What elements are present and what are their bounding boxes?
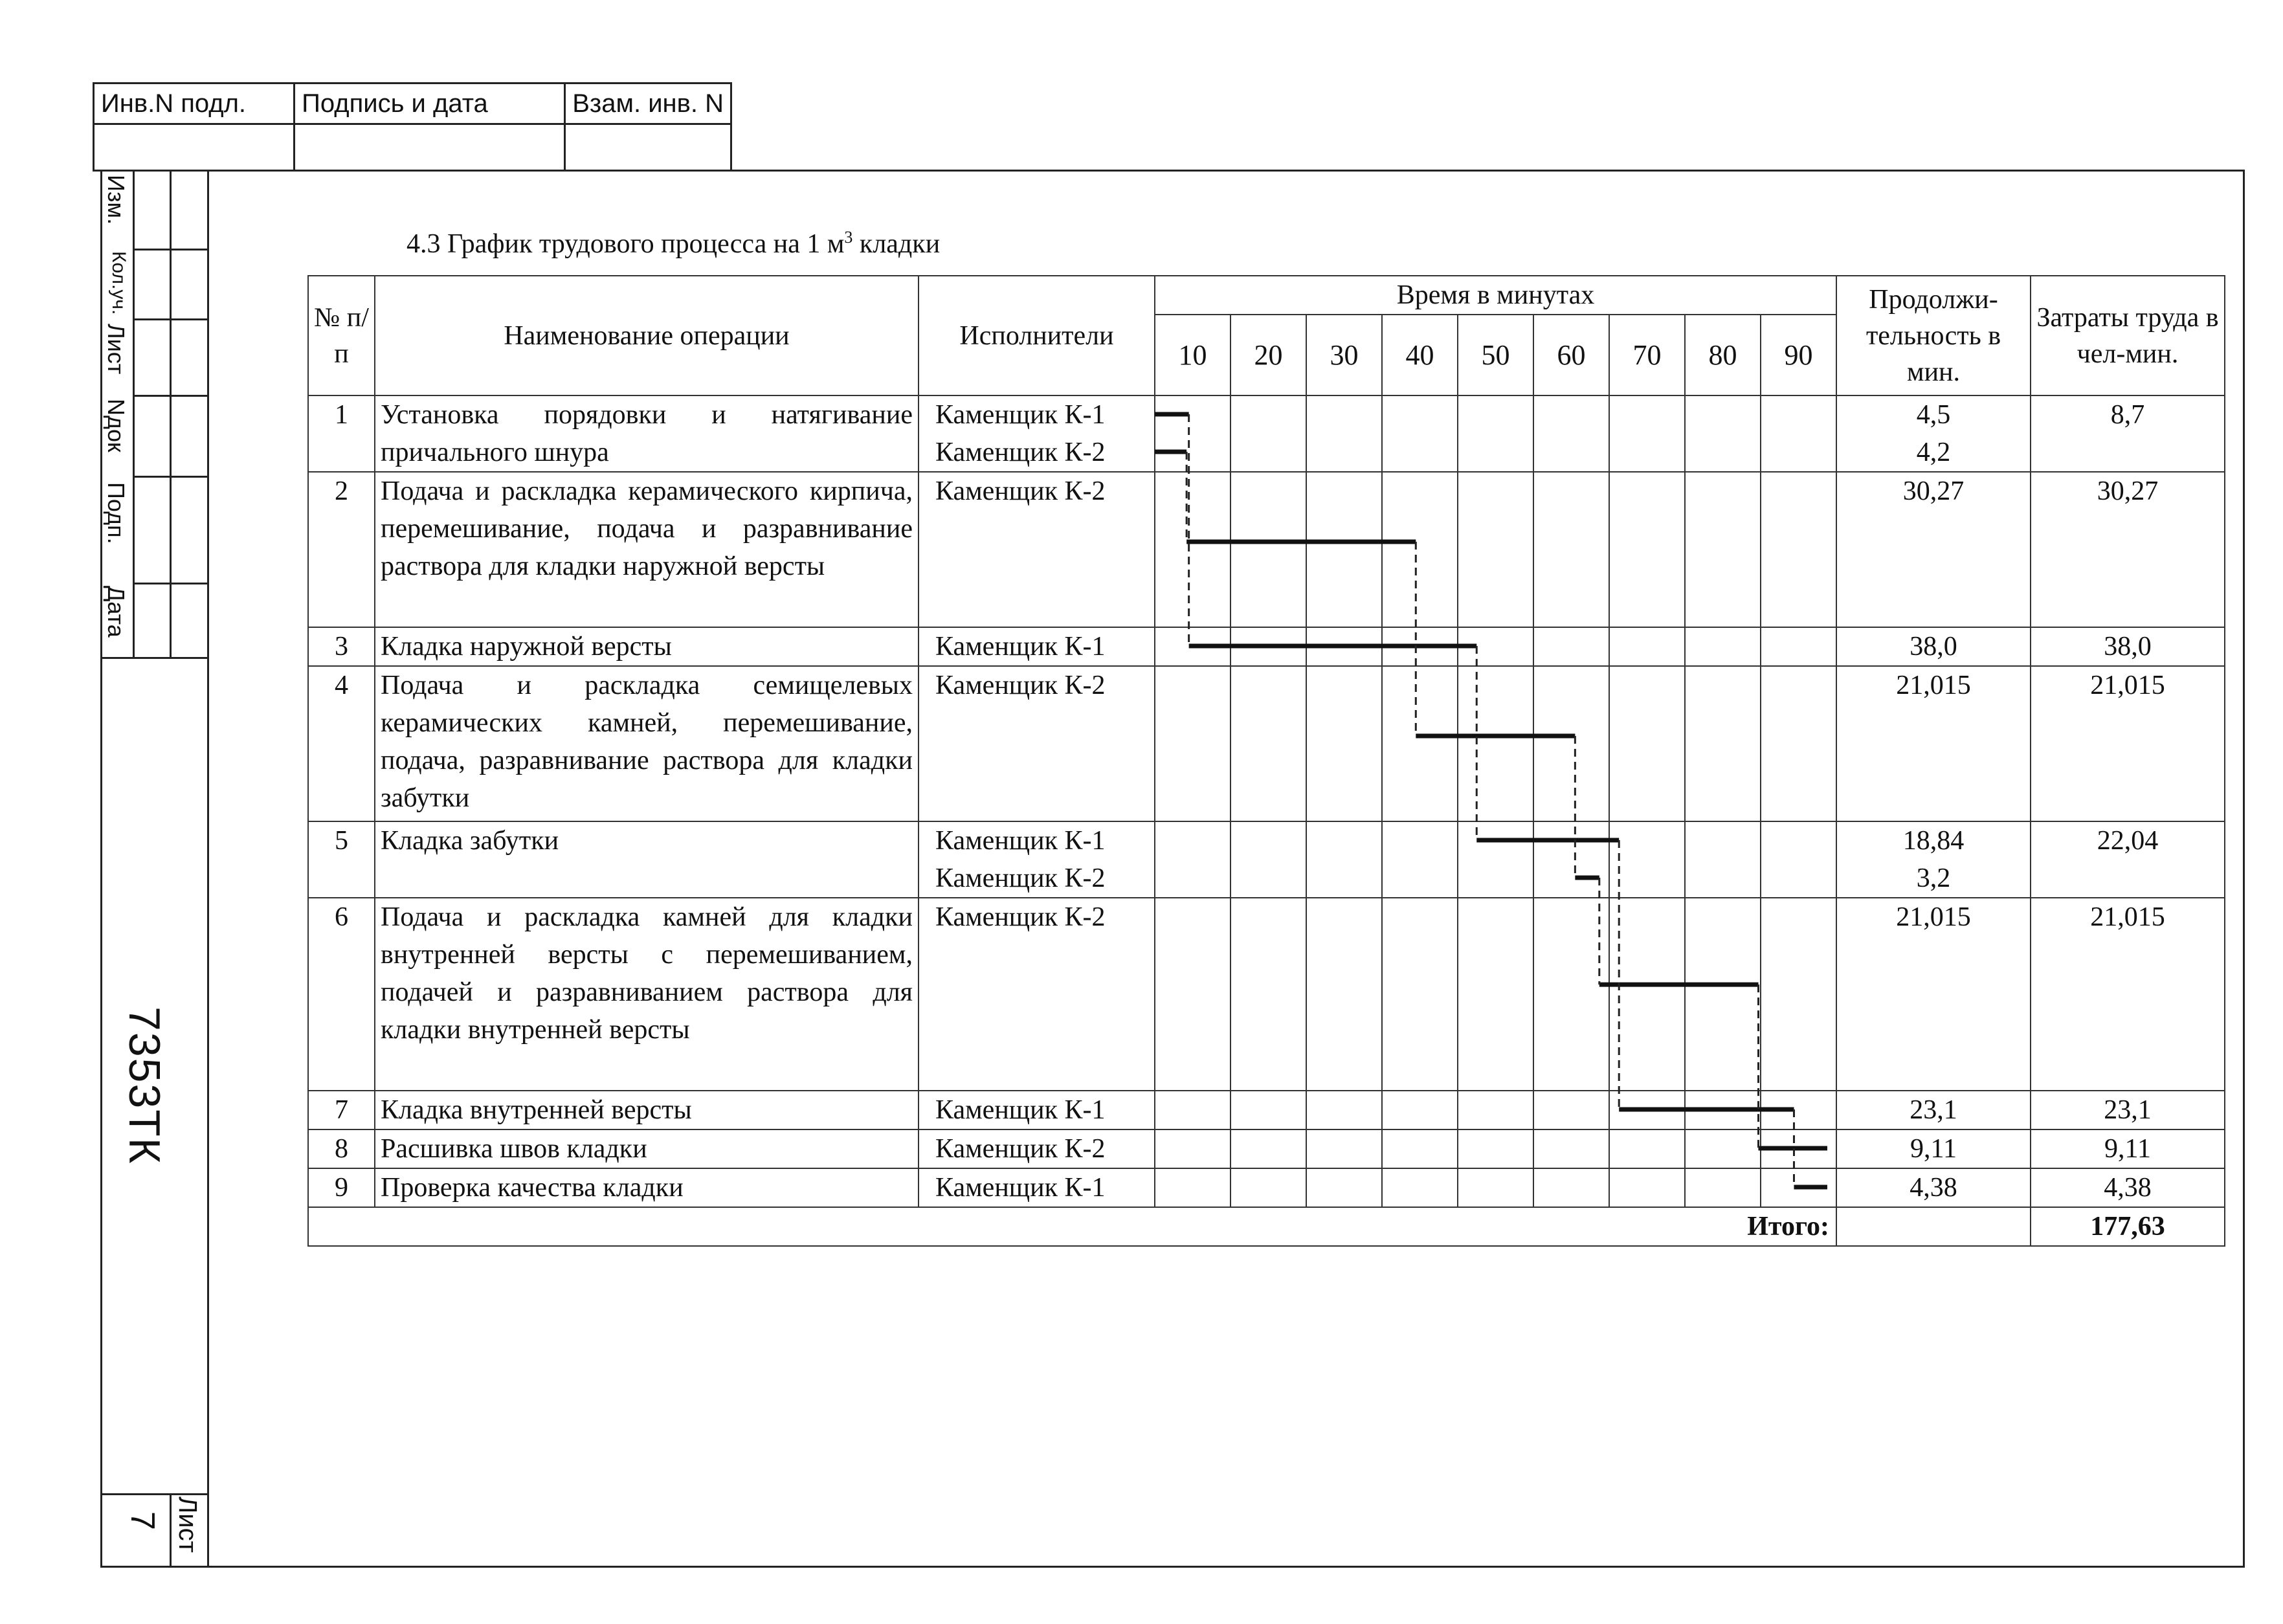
- minute-tick: 70: [1609, 315, 1685, 395]
- duration-value: 38,0: [1910, 632, 1957, 662]
- stamp-signature-cell: [295, 124, 565, 171]
- executor: Каменщик К-1: [935, 632, 1106, 662]
- executor-cell: [919, 627, 1155, 666]
- operation-name: Кладка наружной версты: [375, 627, 919, 666]
- row-number: 1: [308, 395, 375, 472]
- side-label-docnum: Nдок: [103, 399, 129, 452]
- title-text: 4.3 График трудового процесса на 1 м: [406, 229, 845, 259]
- side-label-sign: Подп.: [103, 482, 129, 544]
- strip-divider: [133, 395, 207, 397]
- duration-value: 3,2: [1916, 863, 1951, 893]
- duration-value: 21,015: [1896, 671, 1971, 700]
- total-row: [308, 1207, 2225, 1246]
- header-duration: Продолжи-тельность в мин.: [1836, 276, 2031, 395]
- duration-cell: [1836, 472, 2031, 627]
- table-row: [308, 1091, 2225, 1129]
- operation-name: Кладка внутренней версты: [375, 1091, 919, 1129]
- labor-process-table: [307, 275, 2225, 1247]
- row-number: 6: [308, 898, 375, 1091]
- duration-cell: [1836, 898, 2031, 1091]
- duration-cell: [1836, 627, 2031, 666]
- operation-name: Подача и раскладка камней для кладки внутренней версты с перемешиванием, подачей и разравниванием раствора для кладки внутренней версты: [375, 898, 919, 1091]
- executor: Каменщик К-2: [935, 671, 1106, 700]
- labor-value: 9,11: [2031, 1129, 2225, 1168]
- duration-cell: [1836, 1091, 2031, 1129]
- strip-divider: [133, 476, 207, 478]
- strip-divider: [170, 170, 172, 658]
- row-number: 2: [308, 472, 375, 627]
- table-row: [308, 1129, 2225, 1168]
- row-number: 9: [308, 1168, 375, 1207]
- duration-cell: [1836, 1168, 2031, 1207]
- title-superscript: 3: [844, 228, 853, 247]
- executor-cell: [919, 898, 1155, 1091]
- executor-cell: [919, 395, 1155, 472]
- stamp-signature-label: Подпись и дата: [295, 83, 565, 124]
- strip-divider: [133, 249, 207, 250]
- operation-name: Проверка качества кладки: [375, 1168, 919, 1207]
- document-code: 7353ТК: [120, 1007, 169, 1165]
- duration-value: 4,38: [1910, 1173, 1957, 1203]
- labor-value: 21,015: [2031, 666, 2225, 821]
- labor-value: 4,38: [2031, 1168, 2225, 1207]
- strip-divider: [133, 583, 207, 584]
- row-number: 3: [308, 627, 375, 666]
- duration-cell: [1836, 395, 2031, 472]
- operation-name: Кладка забутки: [375, 821, 919, 898]
- total-label: Итого:: [308, 1207, 1836, 1246]
- duration-value: 23,1: [1910, 1095, 1957, 1125]
- duration-value: 4,2: [1916, 438, 1951, 467]
- minute-tick: 50: [1458, 315, 1533, 395]
- executor-cell: [919, 1129, 1155, 1168]
- row-number: 5: [308, 821, 375, 898]
- minute-tick: 90: [1761, 315, 1836, 395]
- labor-value: 8,7: [2031, 395, 2225, 472]
- table-row: [308, 666, 2225, 821]
- row-number: 7: [308, 1091, 375, 1129]
- header-num: № п/п: [308, 276, 375, 395]
- stamp-replacement-label: Взам. инв. N: [565, 83, 731, 124]
- sheet-label: Лист: [173, 1496, 202, 1553]
- labor-value: 23,1: [2031, 1091, 2225, 1129]
- duration-value: 4,5: [1916, 400, 1951, 430]
- side-label-sheet: Лист: [103, 324, 129, 375]
- total-duration-empty: [1836, 1207, 2031, 1246]
- stamp-inventory-label: Инв.N подл.: [94, 83, 295, 124]
- table-row: [308, 627, 2225, 666]
- header-executors: Исполнители: [919, 276, 1155, 395]
- table-row: [308, 898, 2225, 1091]
- operation-name: Установка порядовки и натягивание причального шнура: [375, 395, 919, 472]
- side-label-date: Дата: [103, 586, 129, 638]
- executor-cell: [919, 821, 1155, 898]
- labor-value: 30,27: [2031, 472, 2225, 627]
- duration-value: 30,27: [1902, 476, 1965, 506]
- labor-value: 38,0: [2031, 627, 2225, 666]
- duration-value: 9,11: [1910, 1134, 1957, 1164]
- operation-name: Подача и раскладка семищелевых керамических камней, перемешивание, подача, разравнивание раствора для кладки забутки: [375, 666, 919, 821]
- duration-cell: [1836, 1129, 2031, 1168]
- minute-tick: 80: [1685, 315, 1761, 395]
- table-row: [308, 472, 2225, 627]
- header-operation: Наименование операции: [375, 276, 919, 395]
- executor: Каменщик К-1: [935, 400, 1106, 430]
- title-tail: кладки: [852, 229, 941, 259]
- total-value: 177,63: [2031, 1207, 2225, 1246]
- executor: Каменщик К-1: [935, 1173, 1106, 1203]
- strip-divider: [133, 318, 207, 320]
- duration-cell: [1836, 821, 2031, 898]
- minute-tick: 40: [1382, 315, 1458, 395]
- row-number: 4: [308, 666, 375, 821]
- minute-tick: 10: [1155, 315, 1231, 395]
- executor: Каменщик К-2: [935, 1134, 1106, 1164]
- strip-divider: [170, 1493, 172, 1568]
- header-time: Время в минутах: [1155, 276, 1836, 315]
- labor-value: 21,015: [2031, 898, 2225, 1091]
- header-labor: Затраты труда в чел-мин.: [2031, 276, 2225, 395]
- strip-divider: [100, 657, 209, 659]
- table-row: [308, 395, 2225, 472]
- duration-cell: [1836, 666, 2031, 821]
- duration-value: 21,015: [1896, 902, 1971, 932]
- row-number: 8: [308, 1129, 375, 1168]
- table-row: [308, 1168, 2225, 1207]
- executor: Каменщик К-2: [935, 863, 1106, 893]
- operation-name: Расшивка швов кладки: [375, 1129, 919, 1168]
- executor-cell: [919, 472, 1155, 627]
- stamp-inventory-cell: [94, 124, 295, 171]
- stamp-replacement-cell: [565, 124, 731, 171]
- side-label-change: Изм.: [103, 175, 129, 225]
- executor: Каменщик К-2: [935, 438, 1106, 467]
- executor: Каменщик К-2: [935, 476, 1106, 506]
- executor-cell: [919, 1168, 1155, 1207]
- left-title-strip: [100, 170, 209, 1568]
- executor-cell: [919, 666, 1155, 821]
- executor-cell: [919, 1091, 1155, 1129]
- operation-name: Подача и раскладка керамического кирпича, перемешивание, подача и разравнивание раствора для кладки наружной версты: [375, 472, 919, 627]
- executor: Каменщик К-2: [935, 902, 1106, 932]
- sheet-number: 7: [124, 1511, 161, 1530]
- strip-divider: [133, 170, 135, 658]
- title-stamp: [93, 82, 732, 172]
- duration-value: 18,84: [1902, 826, 1965, 856]
- executor: Каменщик К-1: [935, 1095, 1106, 1125]
- executor: Каменщик К-1: [935, 826, 1106, 856]
- table-row: [308, 821, 2225, 898]
- strip-divider: [100, 1493, 209, 1495]
- page-title: [406, 228, 940, 260]
- minute-tick: 60: [1533, 315, 1609, 395]
- labor-value: 22,04: [2031, 821, 2225, 898]
- minute-tick: 20: [1231, 315, 1306, 395]
- minute-tick: 30: [1306, 315, 1382, 395]
- side-label-count: Кол.уч.: [108, 251, 129, 315]
